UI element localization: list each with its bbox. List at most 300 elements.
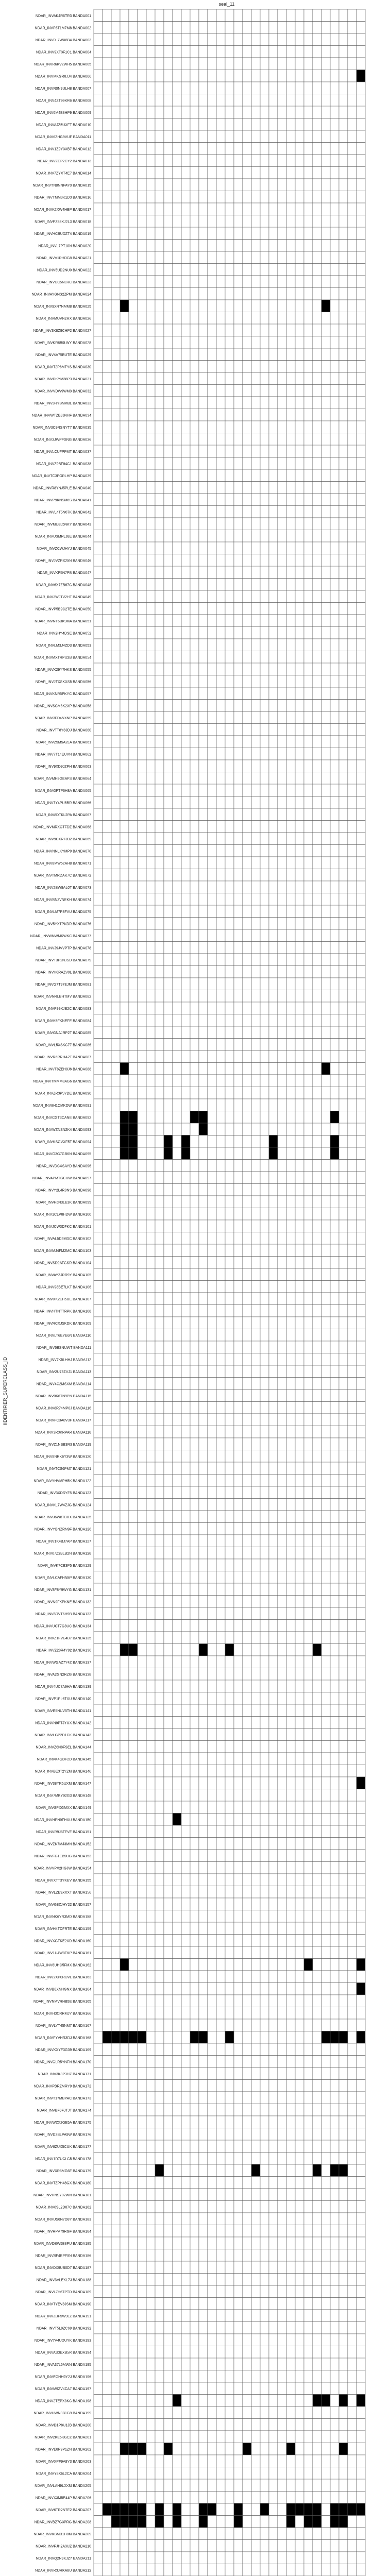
cell-off [225, 772, 234, 785]
cell-off [357, 300, 365, 312]
row-label: NDAR_INVLCUFPPMT BANDA037 [34, 450, 91, 454]
cell-off [339, 1704, 348, 1717]
cell-off [251, 1789, 260, 1802]
cell-off [103, 1196, 111, 1208]
cell-off [164, 1583, 173, 1596]
cell-off [181, 808, 190, 821]
cell-off [146, 784, 155, 796]
cell-off [357, 929, 365, 942]
cell-off [357, 143, 365, 155]
cell-off [129, 1523, 138, 1535]
cell-off [243, 978, 251, 990]
cell-off [243, 1184, 251, 1196]
cell-off [155, 9, 164, 22]
cell-off [357, 1184, 365, 1196]
cell-off [155, 711, 164, 724]
cell-off [339, 1475, 348, 1487]
cell-off [103, 22, 111, 34]
cell-off [164, 300, 173, 312]
cell-off [339, 1075, 348, 1087]
cell-off [164, 1329, 173, 1342]
cell-off [269, 833, 278, 845]
cell-off [251, 711, 260, 724]
cell-off [243, 445, 251, 457]
cell-off [155, 1753, 164, 1765]
cell-off [111, 929, 120, 942]
cell-off [199, 118, 208, 131]
cell-off [348, 457, 357, 470]
cell-off [181, 639, 190, 651]
cell-off [295, 421, 304, 433]
cell-off [286, 1378, 295, 1390]
cell-off [234, 590, 243, 603]
cell-off [234, 118, 243, 131]
cell-off [155, 724, 164, 736]
cell-off [103, 1208, 111, 1221]
cell-off [234, 1002, 243, 1014]
cell-off [357, 1293, 365, 1305]
cell-off [173, 1717, 181, 1729]
cell-off [278, 1765, 286, 1777]
row-label: NDAR_INVHCBUDZT4 BANDA019 [34, 232, 91, 236]
cell-off [243, 1002, 251, 1014]
cell-off [269, 978, 278, 990]
cell-off [164, 627, 173, 639]
cell-off [304, 1535, 313, 1547]
cell-off [286, 1741, 295, 1753]
cell-off [129, 1257, 138, 1269]
cell-off [146, 1317, 155, 1329]
cell-off [286, 1365, 295, 1378]
cell-off [190, 869, 199, 882]
cell-off [216, 9, 225, 22]
cell-off [164, 1789, 173, 1802]
cell-on [120, 300, 129, 312]
cell-off [216, 82, 225, 94]
cell-off [129, 227, 138, 240]
cell-off [129, 94, 138, 107]
cell-off [330, 711, 339, 724]
cell-off [173, 1220, 181, 1232]
cell-off [278, 106, 286, 118]
cell-off [129, 1789, 138, 1802]
cell-off [243, 1050, 251, 1063]
cell-off [181, 33, 190, 46]
cell-off [146, 46, 155, 58]
cell-off [313, 1160, 321, 1172]
cell-off [138, 566, 146, 579]
cell-off [348, 590, 357, 603]
cell-off [190, 1838, 199, 1850]
cell-off [339, 336, 348, 349]
cell-off [138, 1305, 146, 1317]
cell-off [313, 1123, 321, 1136]
cell-off [321, 288, 330, 300]
row-label: NDAR_INVK7CB3P5 BANDA129 [38, 1564, 91, 1568]
cell-on [164, 1147, 173, 1160]
cell-off [94, 1583, 103, 1596]
cell-off [146, 312, 155, 325]
cell-off [199, 1838, 208, 1850]
cell-off [111, 808, 120, 821]
cell-off [225, 1378, 234, 1390]
cell-off [321, 9, 330, 22]
cell-off [251, 372, 260, 385]
cell-off [348, 603, 357, 615]
cell-off [251, 1365, 260, 1378]
cell-off [243, 1111, 251, 1124]
cell-off [190, 1414, 199, 1426]
cell-off [138, 1002, 146, 1014]
cell-off [164, 336, 173, 349]
cell-on [321, 300, 330, 312]
cell-off [304, 942, 313, 954]
cell-off [199, 1184, 208, 1196]
cell-off [330, 1438, 339, 1450]
cell-off [243, 70, 251, 82]
cell-off [103, 1147, 111, 1160]
cell-off [330, 675, 339, 688]
cell-off [146, 1511, 155, 1523]
cell-off [120, 566, 129, 579]
cell-off [164, 1741, 173, 1753]
cell-off [321, 1365, 330, 1378]
cell-off [94, 1014, 103, 1027]
cell-off [94, 808, 103, 821]
cell-off [199, 869, 208, 882]
cell-off [260, 421, 269, 433]
cell-off [269, 1547, 278, 1560]
cell-off [190, 1244, 199, 1257]
cell-off [216, 1825, 225, 1838]
cell-off [208, 663, 216, 675]
cell-off [138, 1862, 146, 1874]
cell-off [208, 9, 216, 22]
cell-off [286, 336, 295, 349]
cell-off [173, 1559, 181, 1571]
cell-off [339, 203, 348, 215]
cell-off [286, 1620, 295, 1632]
cell-off [225, 1620, 234, 1632]
cell-off [357, 857, 365, 869]
cell-off [120, 918, 129, 930]
cell-off [243, 1172, 251, 1184]
cell-off [348, 1147, 357, 1160]
cell-off [173, 227, 181, 240]
cell-off [313, 46, 321, 58]
cell-off [146, 94, 155, 107]
row-label: NDAR_INVHPN9FHXU BANDA150 [34, 1818, 91, 1822]
cell-off [260, 1039, 269, 1051]
cell-off [138, 506, 146, 518]
cell-off [234, 1668, 243, 1681]
cell-off [164, 1462, 173, 1475]
cell-off [129, 1208, 138, 1221]
cell-off [103, 1305, 111, 1317]
cell-off [234, 1389, 243, 1402]
cell-off [199, 1305, 208, 1317]
cell-off [234, 566, 243, 579]
cell-off [129, 1814, 138, 1826]
cell-off [357, 1378, 365, 1390]
cell-off [199, 1692, 208, 1705]
cell-off [94, 1511, 103, 1523]
cell-off [120, 1389, 129, 1402]
row-label: NDAR_INV1CLP8HDW BANDA100 [33, 1213, 91, 1217]
cell-off [357, 1680, 365, 1692]
cell-off [225, 1462, 234, 1475]
cell-off [208, 1002, 216, 1014]
cell-off [129, 240, 138, 252]
cell-off [155, 336, 164, 349]
cell-off [190, 118, 199, 131]
cell-off [208, 821, 216, 833]
cell-off [330, 1499, 339, 1511]
row-label: NDAR_INV98BE7LKT BANDA106 [36, 1285, 91, 1290]
cell-off [190, 518, 199, 530]
cell-off [330, 1850, 339, 1862]
cell-off [357, 1438, 365, 1450]
cell-off [269, 590, 278, 603]
cell-off [199, 1014, 208, 1027]
cell-off [103, 1450, 111, 1463]
cell-off [286, 772, 295, 785]
cell-off [190, 506, 199, 518]
cell-off [348, 1838, 357, 1850]
cell-off [111, 251, 120, 264]
cell-off [348, 482, 357, 494]
cell-off [129, 1075, 138, 1087]
cell-off [129, 651, 138, 664]
cell-off [251, 1123, 260, 1136]
cell-off [103, 300, 111, 312]
cell-off [348, 1426, 357, 1438]
cell-off [199, 1559, 208, 1571]
cell-off [94, 760, 103, 772]
row-label: NDAR_INVEGHH9Y2J BANDA196 [35, 2375, 91, 2379]
cell-off [243, 833, 251, 845]
cell-off [216, 300, 225, 312]
cell-off [251, 1305, 260, 1317]
cell-off [155, 748, 164, 760]
cell-off [286, 457, 295, 470]
cell-off [216, 687, 225, 700]
row-label: NDAR_INVZBF5W9LZ BANDA191 [35, 2314, 91, 2318]
cell-off [199, 445, 208, 457]
cell-off [103, 457, 111, 470]
cell-off [181, 542, 190, 554]
row-label: NDAR_INVWGAZ7Y4Z BANDA137 [34, 1660, 91, 1665]
cell-off [348, 966, 357, 978]
cell-off [357, 385, 365, 397]
cell-off [313, 94, 321, 107]
cell-off [129, 615, 138, 627]
cell-off [313, 942, 321, 954]
cell-off [155, 1607, 164, 1620]
cell-off [243, 1426, 251, 1438]
cell-off [295, 1317, 304, 1329]
cell-off [94, 1341, 103, 1353]
cell-off [94, 942, 103, 954]
cell-off [339, 1511, 348, 1523]
cell-off [208, 1050, 216, 1063]
cell-off [164, 118, 173, 131]
cell-off [173, 1571, 181, 1584]
cell-off [321, 130, 330, 143]
cell-off [199, 1668, 208, 1681]
cell-off [234, 1644, 243, 1656]
cell-off [146, 857, 155, 869]
cell-off [304, 554, 313, 567]
cell-off [181, 494, 190, 506]
cell-off [295, 1668, 304, 1681]
cell-off [208, 264, 216, 276]
cell-off [199, 506, 208, 518]
cell-off [94, 251, 103, 264]
cell-off [164, 1620, 173, 1632]
cell-off [260, 9, 269, 22]
cell-off [243, 1535, 251, 1547]
cell-off [251, 808, 260, 821]
cell-off [155, 675, 164, 688]
cell-off [155, 167, 164, 179]
cell-off [129, 1450, 138, 1463]
cell-off [216, 724, 225, 736]
cell-off [234, 603, 243, 615]
cell-off [251, 130, 260, 143]
cell-off [173, 1341, 181, 1353]
cell-off [269, 1244, 278, 1257]
cell-off [295, 1741, 304, 1753]
cell-off [260, 118, 269, 131]
cell-off [155, 324, 164, 336]
cell-off [304, 1063, 313, 1075]
cell-off [313, 106, 321, 118]
cell-off [269, 1535, 278, 1547]
cell-off [286, 494, 295, 506]
cell-off [103, 711, 111, 724]
cell-off [129, 46, 138, 58]
cell-off [243, 1523, 251, 1535]
cell-off [173, 33, 181, 46]
row-label: NDAR_INVMXTRPU2B BANDA054 [33, 656, 91, 660]
cell-off [234, 833, 243, 845]
cell-off [199, 796, 208, 809]
cell-off [260, 1172, 269, 1184]
cell-off [173, 118, 181, 131]
cell-off [234, 372, 243, 385]
cell-off [321, 518, 330, 530]
cell-off [278, 1075, 286, 1087]
cell-off [164, 736, 173, 748]
cell-off [120, 760, 129, 772]
cell-off [234, 1160, 243, 1172]
cell-off [304, 1196, 313, 1208]
cell-off [225, 1208, 234, 1221]
cell-off [251, 215, 260, 228]
cell-off [94, 1644, 103, 1656]
cell-off [243, 893, 251, 906]
cell-off [208, 409, 216, 421]
cell-off [173, 1596, 181, 1608]
cell-off [111, 821, 120, 833]
cell-off [225, 118, 234, 131]
cell-off [94, 1862, 103, 1874]
cell-off [348, 1317, 357, 1329]
cell-off [138, 893, 146, 906]
cell-off [330, 808, 339, 821]
cell-off [146, 1571, 155, 1584]
cell-off [278, 833, 286, 845]
cell-off [138, 869, 146, 882]
cell-off [164, 990, 173, 1003]
cell-off [313, 1680, 321, 1692]
cell-off [94, 1668, 103, 1681]
row-label: NDAR_INVYHVMPH5K BANDA122 [33, 1479, 91, 1483]
cell-off [339, 1050, 348, 1063]
cell-off [357, 1172, 365, 1184]
row-label: NDAR_INVR0N9ULH8 BANDA007 [35, 87, 91, 91]
cell-off [234, 421, 243, 433]
cell-off [94, 1329, 103, 1342]
cell-off [199, 554, 208, 567]
cell-off [304, 1353, 313, 1366]
cell-off [208, 1620, 216, 1632]
row-label: NDAR_INV7MKY92G3 BANDA148 [35, 1794, 91, 1798]
cell-off [138, 300, 146, 312]
cell-off [251, 1220, 260, 1232]
cell-off [216, 1268, 225, 1281]
cell-off [234, 469, 243, 482]
cell-off [260, 264, 269, 276]
cell-off [225, 1789, 234, 1802]
cell-off [181, 1341, 190, 1353]
cell-off [173, 1426, 181, 1438]
cell-off [216, 227, 225, 240]
cell-off [111, 433, 120, 446]
cell-off [216, 203, 225, 215]
cell-off [208, 1583, 216, 1596]
cell-off [103, 736, 111, 748]
cell-off [155, 530, 164, 543]
row-label: NDAR_INVTYEV8JSM BANDA190 [35, 2302, 91, 2307]
cell-off [225, 542, 234, 554]
cell-off [164, 1196, 173, 1208]
cell-off [357, 905, 365, 918]
cell-off [155, 1438, 164, 1450]
cell-off [146, 1462, 155, 1475]
cell-off [138, 1281, 146, 1293]
cell-off [208, 1389, 216, 1402]
cell-off [129, 1486, 138, 1499]
cell-off [216, 1341, 225, 1353]
cell-off [260, 1850, 269, 1862]
cell-off [173, 542, 181, 554]
cell-off [251, 893, 260, 906]
cell-off [243, 736, 251, 748]
cell-off [321, 1789, 330, 1802]
cell-off [313, 784, 321, 796]
cell-off [146, 1486, 155, 1499]
cell-off [357, 33, 365, 46]
cell-off [251, 288, 260, 300]
cell-off [348, 772, 357, 785]
cell-off [295, 1680, 304, 1692]
cell-off [330, 203, 339, 215]
cell-off [330, 58, 339, 70]
cell-off [304, 808, 313, 821]
cell-off [173, 905, 181, 918]
